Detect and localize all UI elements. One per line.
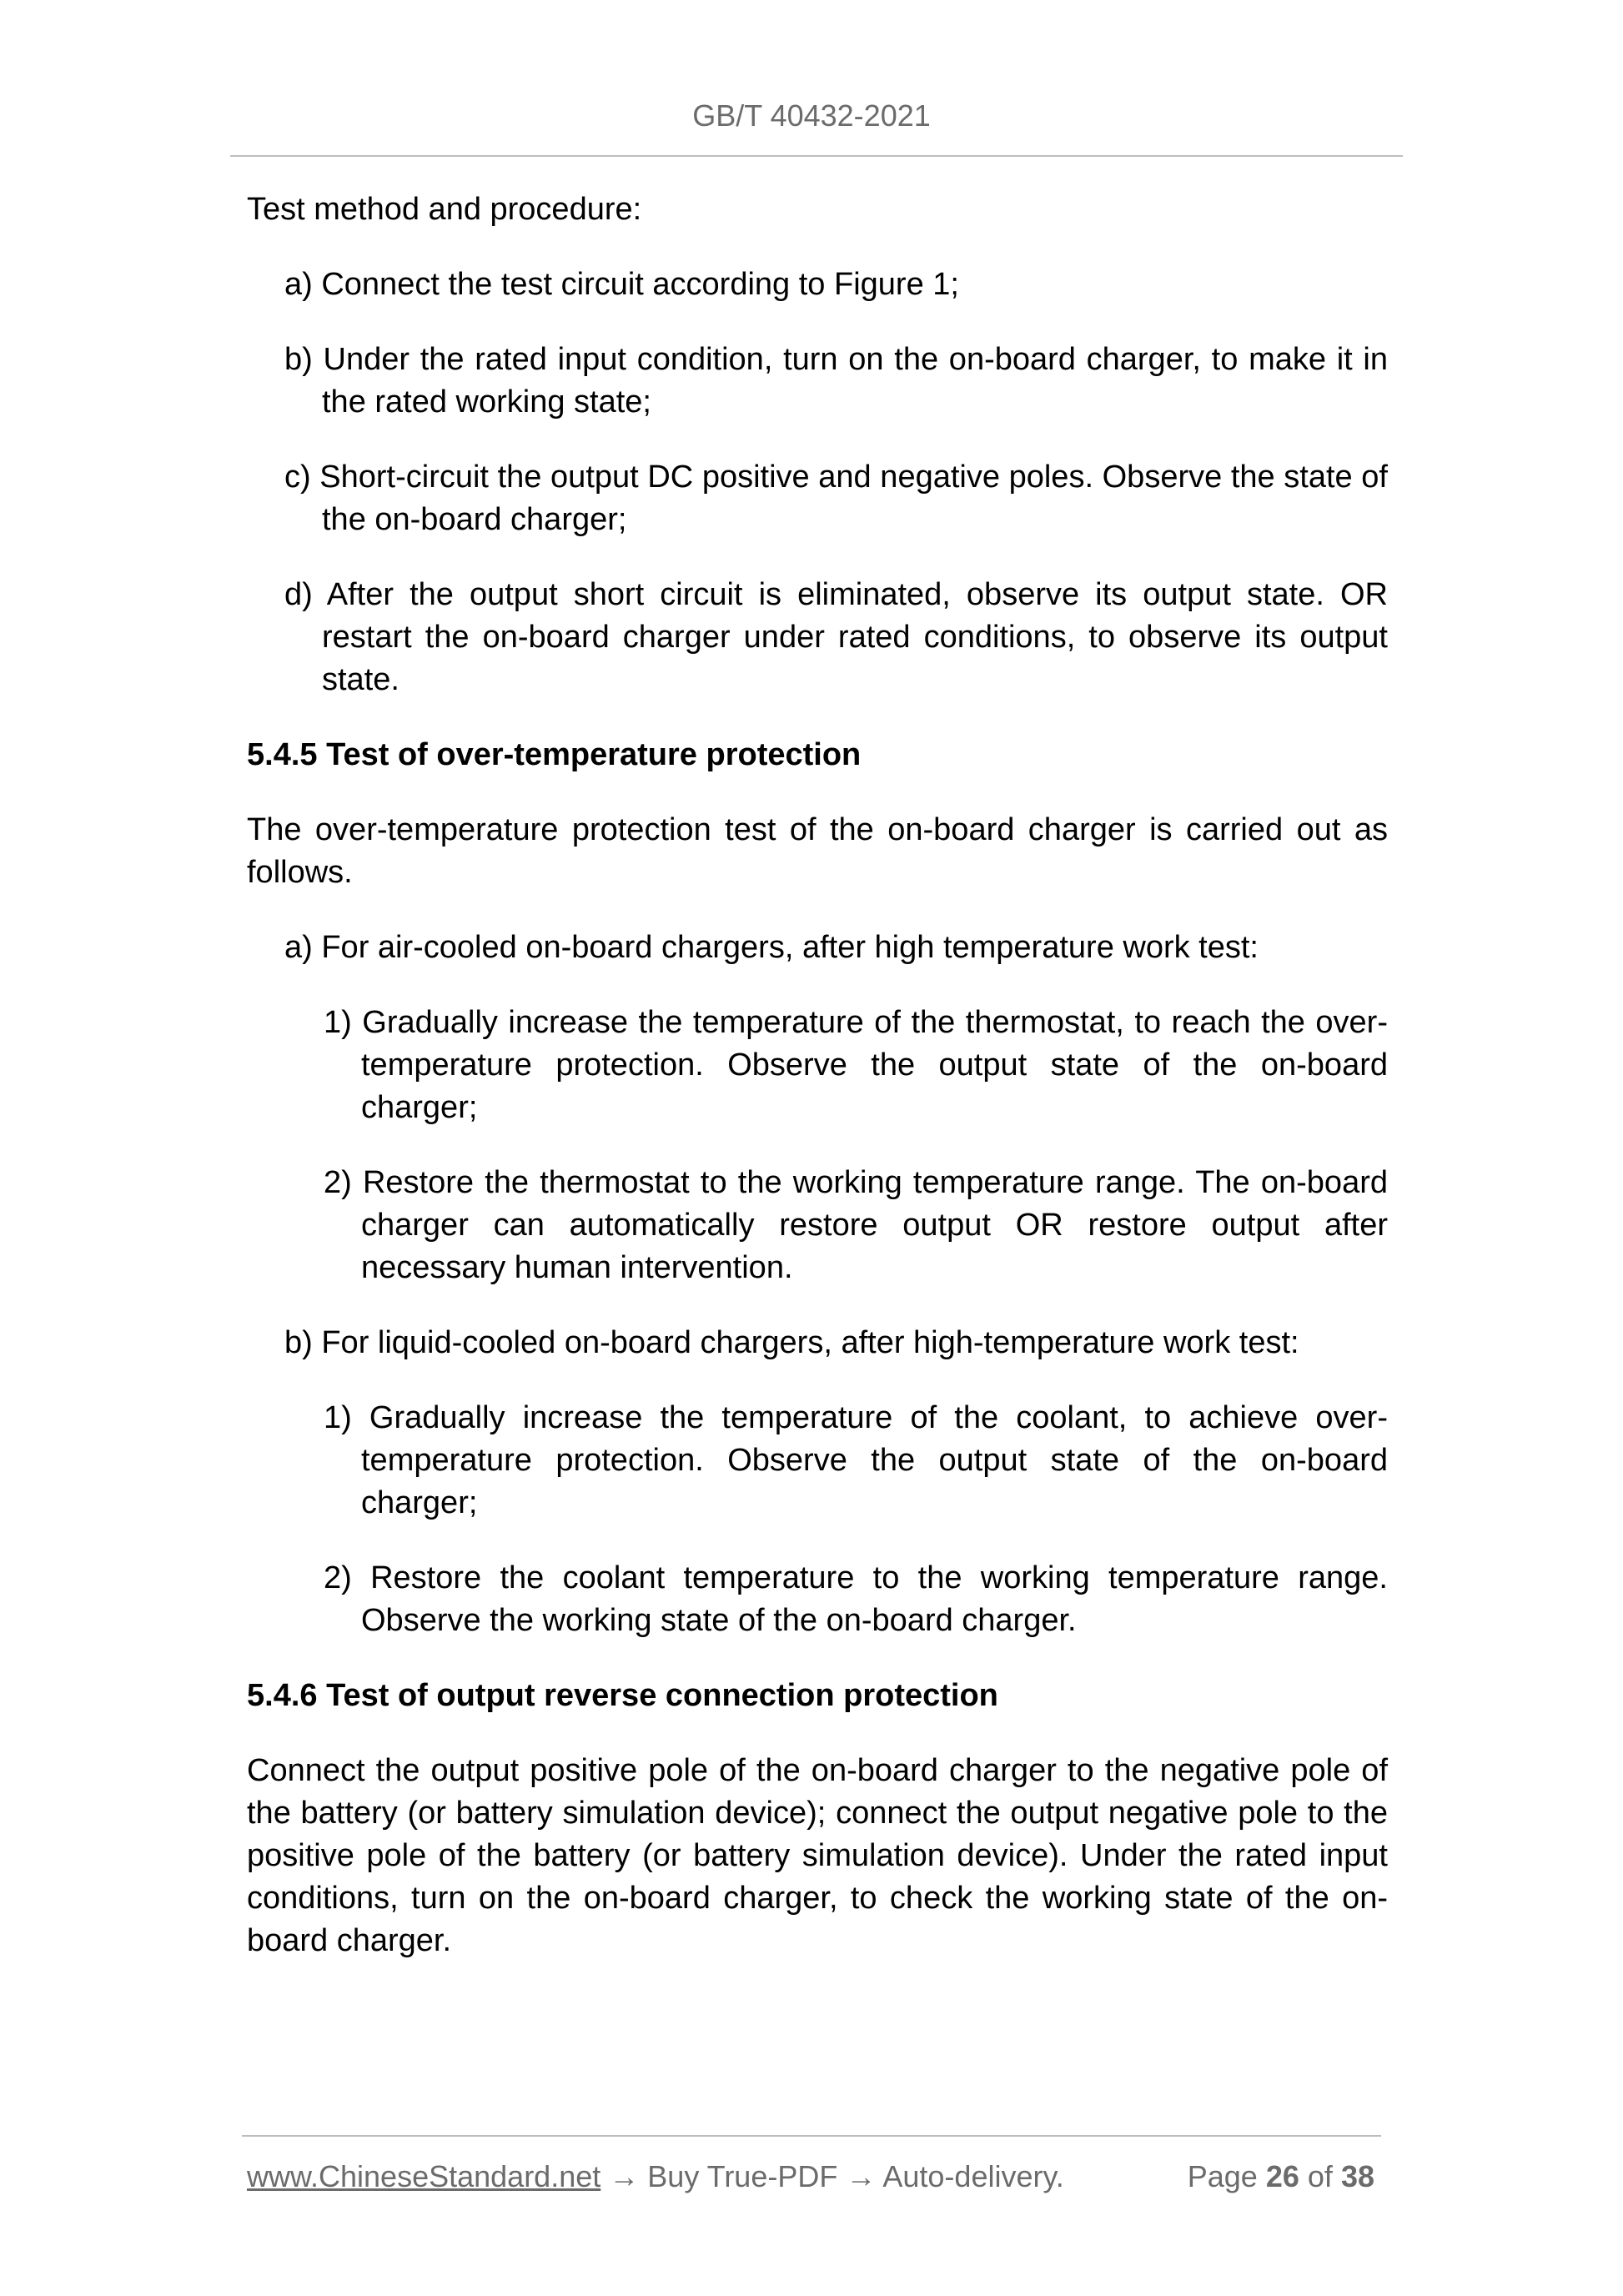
air-cooled-step-1: 1) Gradually increase the temperature of the thermostat, to reach the over-temperature protection. Observe the output state of the on-board charger; <box>324 1005 1388 1125</box>
of-label: of <box>1307 2159 1333 2193</box>
site-link[interactable]: www.ChineseStandard.net <box>247 2159 601 2193</box>
section-heading-545: 5.4.5 Test of over-temperature protection <box>247 737 862 772</box>
arrow-right-icon: → <box>846 2159 877 2193</box>
section-546-body: Connect the output positive pole of the on-board charger to the negative pole of the battery (or battery simulation device); connect the output negative pole to the positive pole of the battery (or battery simulation device). Under the rated input conditions, turn on the on-board charger, to check the working state of the on-board charger. <box>247 1753 1388 1958</box>
liquid-cooled-label: b) For liquid-cooled on-board chargers, after high-temperature work test: <box>284 1325 1299 1360</box>
liquid-cooled-step-1: 1) Gradually increase the temperature of the coolant, to achieve over-temperature protection. Observe the output state of the on-board charger; <box>324 1400 1388 1520</box>
liquid-cooled-step-2: 2) Restore the coolant temperature to the working temperature range. Observe the working state of the on-board charger. <box>324 1560 1388 1638</box>
section-545-intro: The over-temperature protection test of the on-board charger is carried out as follows. <box>247 812 1388 890</box>
section-heading-546: 5.4.6 Test of output reverse connection protection <box>247 1678 998 1713</box>
arrow-right-icon: → <box>609 2159 640 2193</box>
air-cooled-step-2: 2) Restore the thermostat to the working temperature range. The on-board charger can automatically restore output OR restore output after necessary human intervention. <box>324 1165 1388 1285</box>
page-label: Page <box>1187 2159 1258 2193</box>
auto-delivery-text: Auto-delivery. <box>882 2159 1064 2193</box>
procedure-step-b: b) Under the rated input condition, turn on the on-board charger, to make it in the rated working state; <box>284 342 1388 420</box>
footer-promo <box>247 2157 1064 2197</box>
page-current: 26 <box>1265 2159 1299 2193</box>
header-divider <box>230 155 1403 157</box>
procedure-step-c: c) Short-circuit the output DC positive and negative poles. Observe the state of the on-board charger; <box>284 460 1388 537</box>
air-cooled-label: a) For air-cooled on-board chargers, after high temperature work test: <box>284 930 1259 965</box>
procedure-intro: Test method and procedure: <box>247 192 642 227</box>
procedure-step-a: a) Connect the test circuit according to Figure 1; <box>284 267 959 302</box>
page-number <box>1188 2157 1374 2197</box>
footer-divider <box>242 2135 1381 2137</box>
page-total: 38 <box>1340 2159 1374 2193</box>
procedure-step-d: d) After the output short circuit is eliminated, observe its output state. OR restart the on-board charger under rated conditions, to observe its output state. <box>284 577 1388 697</box>
document-header: GB/T 40432-2021 <box>692 98 931 133</box>
buy-pdf-text: Buy True-PDF <box>647 2159 838 2193</box>
page-body <box>247 188 1388 1962</box>
